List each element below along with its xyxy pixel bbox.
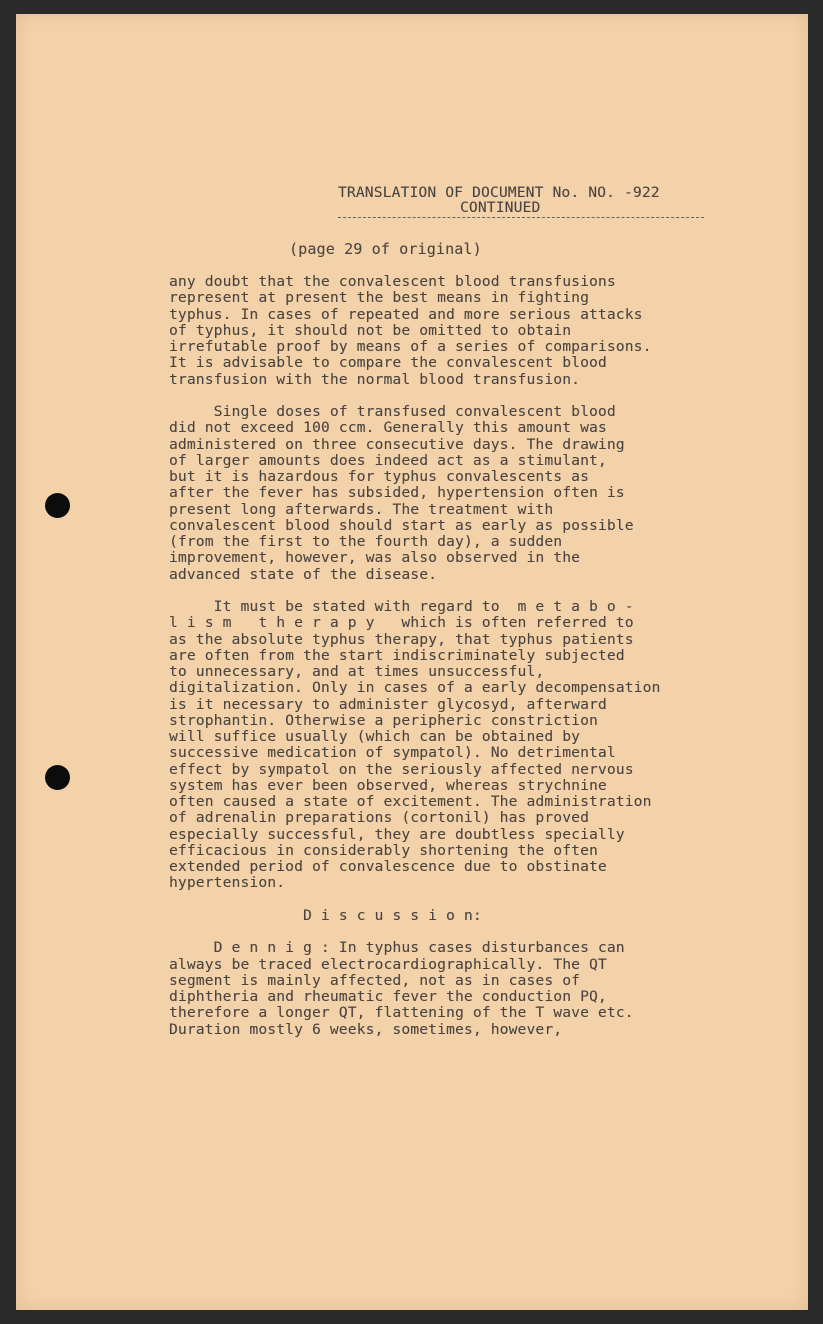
punch-hole-top [45,493,70,518]
body-line: of adrenalin preparations (cortonil) has proved [169,809,590,827]
body-line: (from the first to the fourth day), a sudden [169,533,563,550]
body-line: to unnecessary, and at times unsuccessful, [169,663,545,680]
body-line: present long afterwards. The treatment with [169,500,554,518]
body-line: successive medication of sympatol). No detrimental [169,744,616,762]
body-line: of larger amounts does indeed act as a stimulant, [169,451,607,469]
body-line: any doubt that the convalescent blood transfusions [169,273,616,290]
body-line: did not exceed 100 ccm. Generally this amount was [169,419,607,437]
body-line: administered on three consecutive days. The drawing [169,435,625,453]
body-line: is it necessary to administer glycosyd, afterward [169,695,607,713]
body-line: extended period of convalescence due to obstinate [169,858,607,875]
body-line: D e n n i g : In typhus cases disturbances can [169,939,625,957]
punch-hole-bottom [45,765,70,790]
body-line: improvement, however, was also observed in the [169,549,581,567]
body-line: after the fever has subsided, hypertension often is [169,484,625,502]
body-line: therefore a longer QT, flattening of the T wave etc. [169,1004,634,1022]
page-reference: (page 29 of original) [289,240,482,258]
body-line: of typhus, it should not be omitted to obtain [169,321,572,339]
body-line: efficacious in considerably shortening the often [169,841,598,859]
body-line: transfusion with the normal blood transfusion. [169,370,581,388]
body-line: always be traced electrocardiographically. The QT [169,955,607,973]
body-line: Duration mostly 6 weeks, sometimes, however, [169,1020,563,1038]
body-line: D i s c u s s i o n: [169,906,482,924]
body-line: hypertension. [169,874,286,892]
body-line: Single doses of transfused convalescent blood [169,403,616,420]
body-line: especially successful, they are doubtless specially [169,825,625,843]
body-line: typhus. In cases of repeated and more serious attacks [169,305,643,323]
body-line: diphtheria and rheumatic fever the conduction PQ, [169,988,607,1005]
body-line: as the absolute typhus therapy, that typhus patients [169,630,634,648]
body-line: often caused a state of excitement. The administration [169,793,652,810]
body-line: It is advisable to compare the convalescent blood [169,354,607,372]
body-line: will suffice usually (which can be obtained by [169,728,581,745]
body-line: It must be stated with regard to m e t a b o - [169,598,634,615]
body-line: digitalization. Only in cases of a early decompensation [169,679,661,697]
body-line: segment is mainly affected, not as in cases of [169,971,581,989]
body-line: are often from the start indiscriminately subjected [169,646,625,664]
heading-underline [338,217,704,218]
body-line: system has ever been observed, whereas strychnine [169,776,607,794]
body-line: but it is hazardous for typhus convalescents as [169,468,590,485]
body-line: advanced state of the disease. [169,565,438,583]
body-line: strophantin. Otherwise a peripheric constriction [169,711,598,729]
body-line: effect by sympatol on the seriously affected nervous [169,760,634,778]
document-subtitle: CONTINUED [460,199,541,216]
body-line: convalescent blood should start as early as possible [169,516,634,534]
body-line: irrefutable proof by means of a series of comparisons. [169,338,652,355]
body-line: l i s m t h e r a p y which is often referred to [169,614,634,632]
body-line: represent at present the best means in fighting [169,289,590,307]
document-title: TRANSLATION OF DOCUMENT No. NO. -922 [338,184,660,201]
